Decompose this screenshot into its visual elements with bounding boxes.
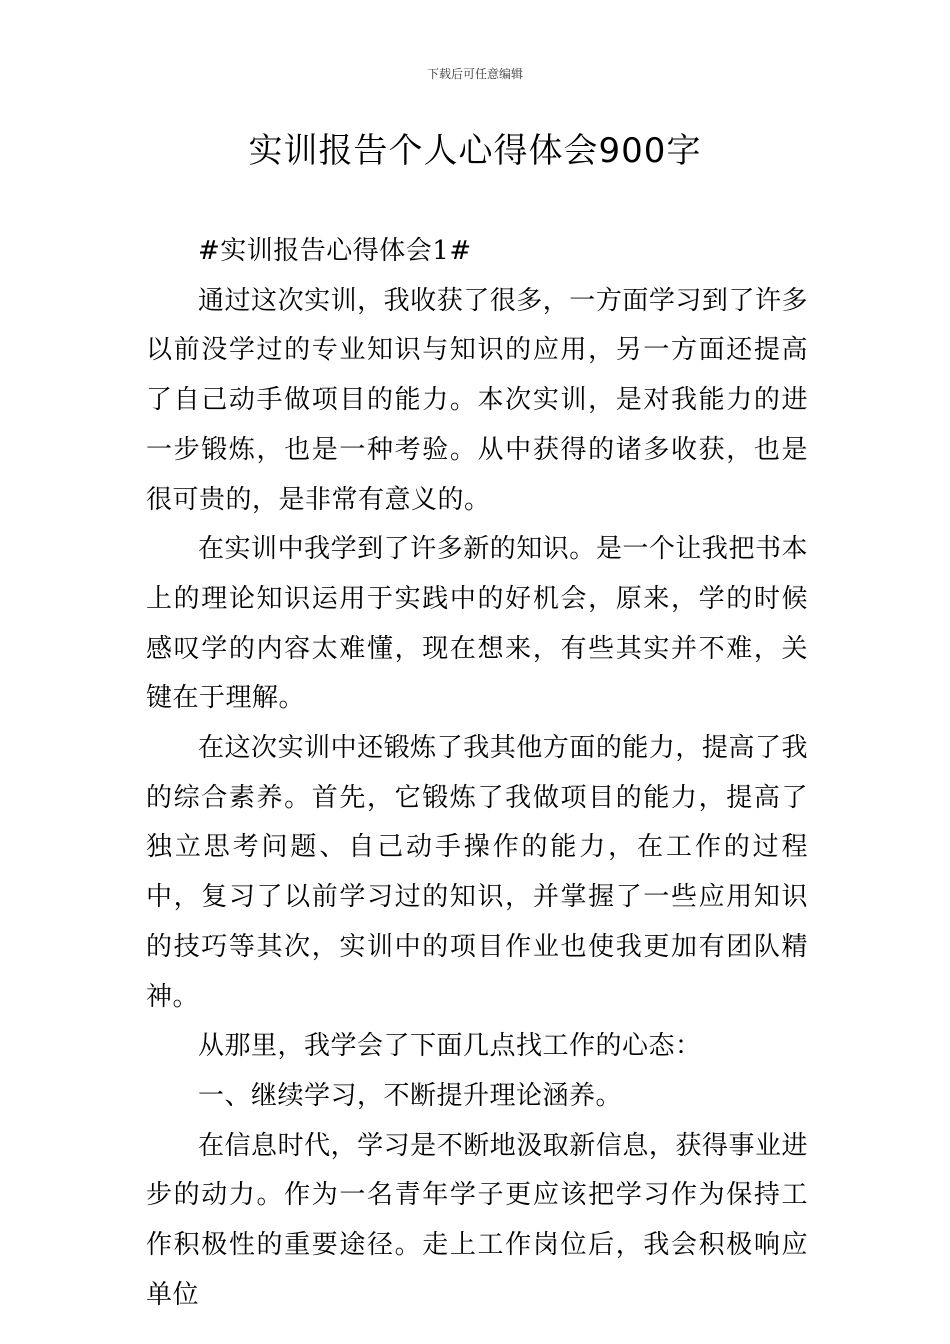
paragraph: 在信息时代，学习是不断地汲取新信息，获得事业进步的动力。作为一名青年学子更应该把学习作为保持工作积极性的重要途径。走上工作岗位后，我会积极响应单位 bbox=[146, 1130, 808, 1310]
header-note: 下载后可任意编辑 bbox=[426, 67, 523, 81]
section-heading: #实训报告心得体会1# bbox=[198, 236, 472, 266]
list-point-heading: 一、继续学习，不断提升理论涵养。 bbox=[198, 1080, 623, 1111]
document-title: 实训报告个人心得体会900字 bbox=[248, 131, 702, 171]
paragraph: 通过这次实训，我收获了很多，一方面学习到了许多以前没学过的专业知识与知识的应用，另一方面还提高了自己动手做项目的能力。本次实训，是对我能力的进一步锻炼，也是一种考验。从中获得的诸多收获，也是很可贵的，是非常有意义的。 bbox=[146, 285, 808, 515]
paragraph: 在这次实训中还锻炼了我其他方面的能力，提高了我的综合素养。首先，它锻炼了我做项目的能力，提高了独立思考问题、自己动手操作的能力，在工作的过程中，复习了以前学习过的知识，并掌握了一些应用知识的技巧等其次，实训中的项目作业也使我更加有团队精神。 bbox=[146, 733, 808, 1012]
paragraph: 从那里，我学会了下面几点找工作的心态： bbox=[198, 1031, 702, 1062]
document-body bbox=[146, 227, 808, 1320]
paragraph: 在实训中我学到了许多新的知识。是一个让我把书本上的理论知识运用于实践中的好机会，原来，学的时候感叹学的内容太难懂，现在想来，有些其实并不难，关键在于理解。 bbox=[146, 534, 808, 714]
